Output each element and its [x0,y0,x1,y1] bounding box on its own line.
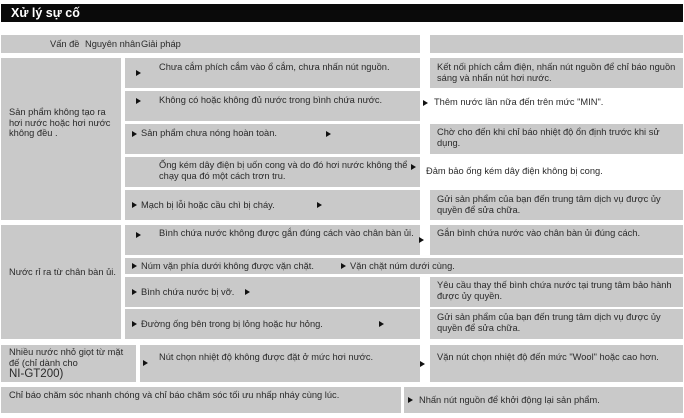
cause-text: Bình chứa nước không được gắn đúng cách vào chân bàn ủi. [159,228,414,238]
column-header-row [1,35,420,53]
arrow-right-icon [420,361,425,367]
cause-cell [125,309,420,339]
problem-cell [1,387,401,413]
solution-cell [404,387,683,413]
arrow-right-icon [317,202,322,208]
solution-cell [430,58,683,88]
problem-close: ) [59,368,64,381]
problem-text: Nước rỉ ra từ chân bàn ủi. [9,267,116,277]
arrow-right-icon [423,100,428,106]
solution-cell [430,277,683,307]
solution-text: Vặn chặt núm dưới cùng. [350,261,455,271]
solution-cell [420,225,683,255]
problem-text [9,347,133,380]
column-header-problem: Vấn đề [50,39,80,49]
solution-text: Gửi sản phẩm của bạn đến trung tâm dịch vụ được ủy quyền để sửa chữa. [437,194,661,215]
cause-text: Đường ống bên trong bị lỏng hoặc hư hỏng. [141,319,323,329]
cause-text: Mạch bị lỗi hoặc cầu chì bị cháy. [141,200,275,210]
model-name: NI-GT200 [9,368,60,381]
arrow-right-icon [136,70,141,76]
cause-cell [140,345,420,382]
arrow-right-icon [132,263,137,269]
cause-cell [125,124,420,154]
solution-cell [420,157,683,187]
cause-solution-row [125,258,683,274]
solution-text: Nhấn nút nguồn để khởi động lại sản phẩm. [419,395,600,405]
cause-text: Núm vặn phía dưới không được vặn chặt. [141,261,314,271]
cause-cell [125,225,420,255]
header-bar [1,4,683,22]
solution-cell [430,190,683,220]
cause-text: Bình chứa nước bị vỡ. [141,287,235,297]
solution-text: Gắn bình chứa nước vào chân bàn ủi đúng cách. [437,228,641,238]
arrow-right-icon [136,232,141,238]
arrow-right-icon [245,289,250,295]
column-header-cause: Nguyên nhân [85,39,141,49]
cause-text: Nút chọn nhiệt độ không được đặt ở mức hơi nước. [159,352,374,362]
solution-text: Vặn nút chọn nhiệt độ đến mức "Wool" hoặc cao hơn. [437,352,659,362]
cause-text: Chưa cắm phích cắm vào ổ cắm, chưa nhấn nút nguồn. [159,62,390,72]
solution-text: Kết nối phích cắm điện, nhấn nút nguồn để chỉ báo nguồn sáng và nhấn nút hơi nước. [437,62,676,83]
cause-text: Sản phẩm chưa nóng hoàn toàn. [141,128,277,138]
page-title: Xử lý sự cố [11,6,80,20]
cause-text: Không có hoặc không đủ nước trong bình chứa nước. [159,95,383,105]
solution-text: Thêm nước lần nữa đến trên mức "MIN". [434,97,604,107]
problem-text: Chỉ báo chăm sóc nhanh chóng và chỉ báo chăm sóc tối ưu nhấp nháy cùng lúc. [9,390,340,400]
arrow-right-icon [132,131,137,137]
arrow-right-icon [136,98,141,104]
arrow-right-icon [411,164,416,170]
cause-cell [125,91,420,121]
cause-cell [125,157,420,187]
solution-text: Chờ cho đến khi chỉ báo nhiệt độ ổn định trước khi sử dụng. [437,127,660,148]
problem-cell [1,345,136,382]
arrow-right-icon [326,131,331,137]
cause-cell [125,58,420,88]
column-header-solution: Giải pháp [141,39,181,49]
problem-text: Sản phẩm không tạo ra hơi nước hoặc hơi nước không đều . [9,107,111,139]
solution-cell [430,124,683,154]
solution-cell [420,91,683,121]
arrow-right-icon [132,289,137,295]
solution-text: Yêu cầu thay thế bình chứa nước tại trung tâm bảo hành được ủy quyền. [437,280,672,301]
cause-text: Ống kém dây điện bị uốn cong và do đó hơi nước không thể chạy qua đó một cách trơn tru. [159,160,408,181]
solution-box [430,225,683,255]
arrow-right-icon [419,237,424,243]
problem-cell [1,58,121,220]
cause-cell [125,277,420,307]
solution-text: Đảm bảo ống kém dây điện không bị cong. [426,166,603,176]
arrow-right-icon [379,321,384,327]
cause-cell [125,190,420,220]
arrow-right-icon [132,321,137,327]
solution-cell [430,345,683,382]
solution-cell [430,309,683,339]
arrow-right-icon [132,202,137,208]
solution-text: Gửi sản phẩm của bạn đến trung tâm dịch vụ được ủy quyền để sửa chữa. [437,312,661,333]
column-header-right [430,35,683,53]
arrow-right-icon [408,397,413,403]
arrow-right-icon [143,360,148,366]
problem-cell [1,225,121,339]
arrow-right-icon [341,263,346,269]
problem-line: Nhiều nước nhỏ giọt từ mặt đế (chỉ dành cho [9,347,124,368]
